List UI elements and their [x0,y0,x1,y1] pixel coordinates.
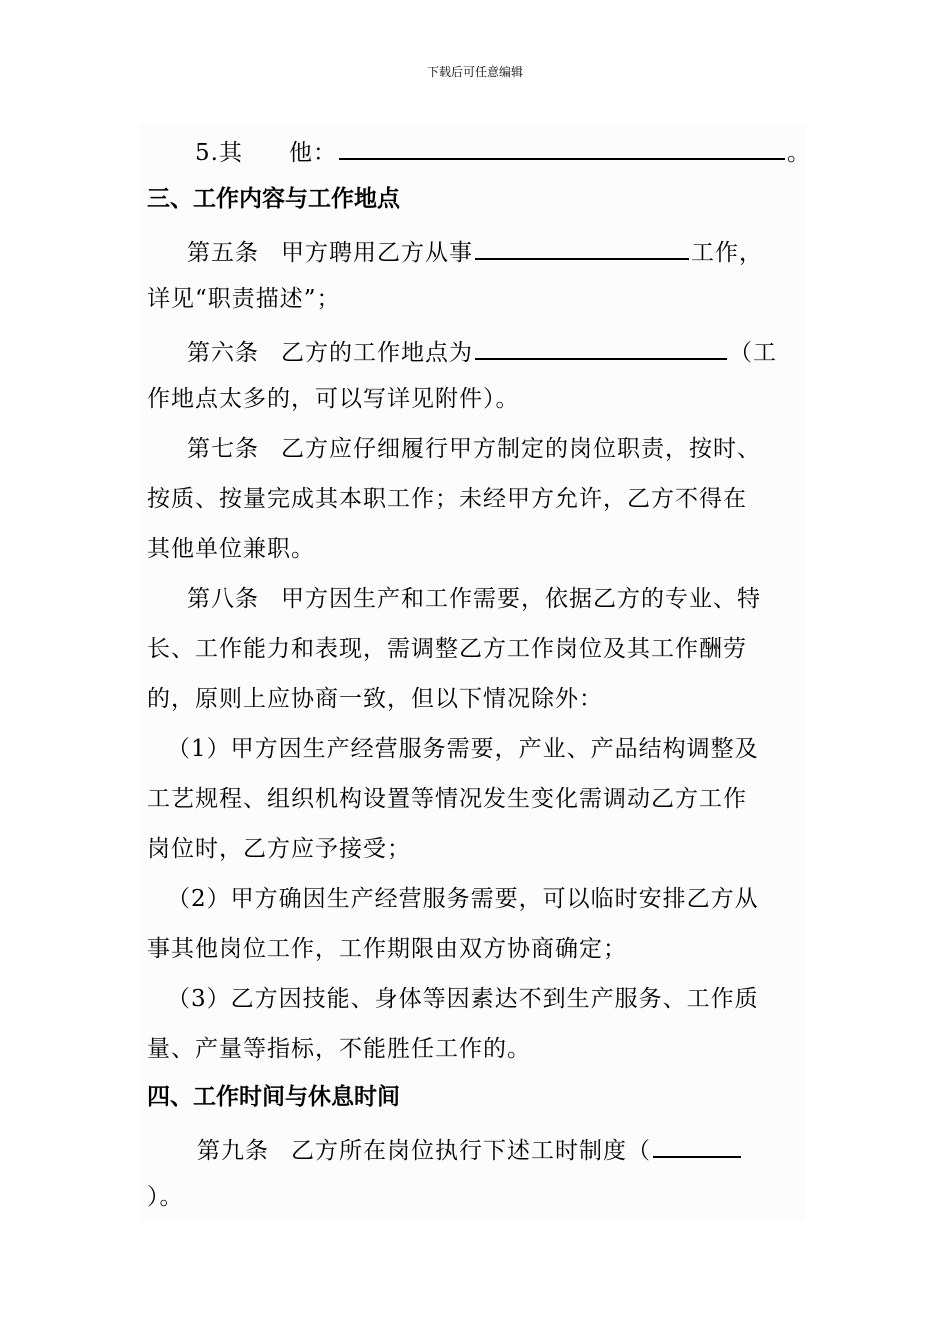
article-5-text-a: 甲方聘用乙方从事 [281,240,473,266]
article-9-line-1 [197,1132,743,1166]
article-7-line-1 [187,434,761,464]
item-2-line-2: 事其他岗位工作，工作期限由双方协商确定； [147,936,627,962]
article-6-line-1 [187,334,777,368]
article-8-text-a: 甲方因生产和工作需要，依据乙方的专业、特 [281,586,761,612]
article-7-line-2: 按质、按量完成其本职工作；未经甲方允许，乙方不得在 [147,486,747,512]
blank-working-hours-system[interactable] [653,1132,741,1158]
article-6-number: 第六条 [187,340,259,366]
article-7-number: 第七条 [187,436,259,462]
article-9-line-2: ）。 [147,1184,184,1210]
article-9-text-a: 乙方所在岗位执行下述工时制度（ [291,1138,651,1164]
item-5-other [195,134,811,168]
article-9-number: 第九条 [197,1138,269,1164]
item-1-line-3: 岗位时，乙方应予接受； [147,836,411,862]
article-8-line-2: 长、工作能力和表现，需调整乙方工作岗位及其工作酬劳 [147,636,747,662]
article-5-line-1 [187,234,763,268]
section-3-heading: 三、工作内容与工作地点 [147,185,400,212]
blank-work-location[interactable] [475,334,727,360]
item-3-line-1: （3）乙方因技能、身体等因素达不到生产服务、工作质 [167,986,759,1012]
article-5-line-2: 详见“职责描述”； [147,286,341,312]
section-4-heading: 四、工作时间与休息时间 [147,1083,400,1110]
article-6-text-b: （工 [729,340,777,366]
item-3-line-2: 量、产量等指标，不能胜任工作的。 [147,1036,531,1062]
item-2-line-1: （2）甲方确因生产经营服务需要，可以临时安排乙方从 [167,886,759,912]
article-8-line-1 [187,584,761,614]
article-5-text-b: 工作， [691,240,763,266]
article-6-line-2: 作地点太多的，可以写详见附件）。 [147,386,520,412]
article-8-line-3: 的，原则上应协商一致，但以下情况除外： [147,686,603,712]
article-7-text-a: 乙方应仔细履行甲方制定的岗位职责，按时、 [281,436,761,462]
article-6-text-a: 乙方的工作地点为 [281,340,473,366]
item-1-line-2: 工艺规程、组织机构设置等情况发生变化需调动乙方工作 [147,786,747,812]
item-5-label-b: 他： [288,140,337,166]
page-header: 下载后可任意编辑 [426,65,523,79]
item-5-label-a: 5.其 [195,140,243,166]
item-1-line-1: （1）甲方因生产经营服务需要，产业、产品结构调整及 [167,736,759,762]
item-5-end: 。 [786,140,811,166]
article-7-line-3: 其他单位兼职。 [147,536,315,562]
article-5-number: 第五条 [187,240,259,266]
blank-other[interactable] [339,134,785,160]
blank-job-title[interactable] [475,234,689,260]
article-8-number: 第八条 [187,586,259,612]
